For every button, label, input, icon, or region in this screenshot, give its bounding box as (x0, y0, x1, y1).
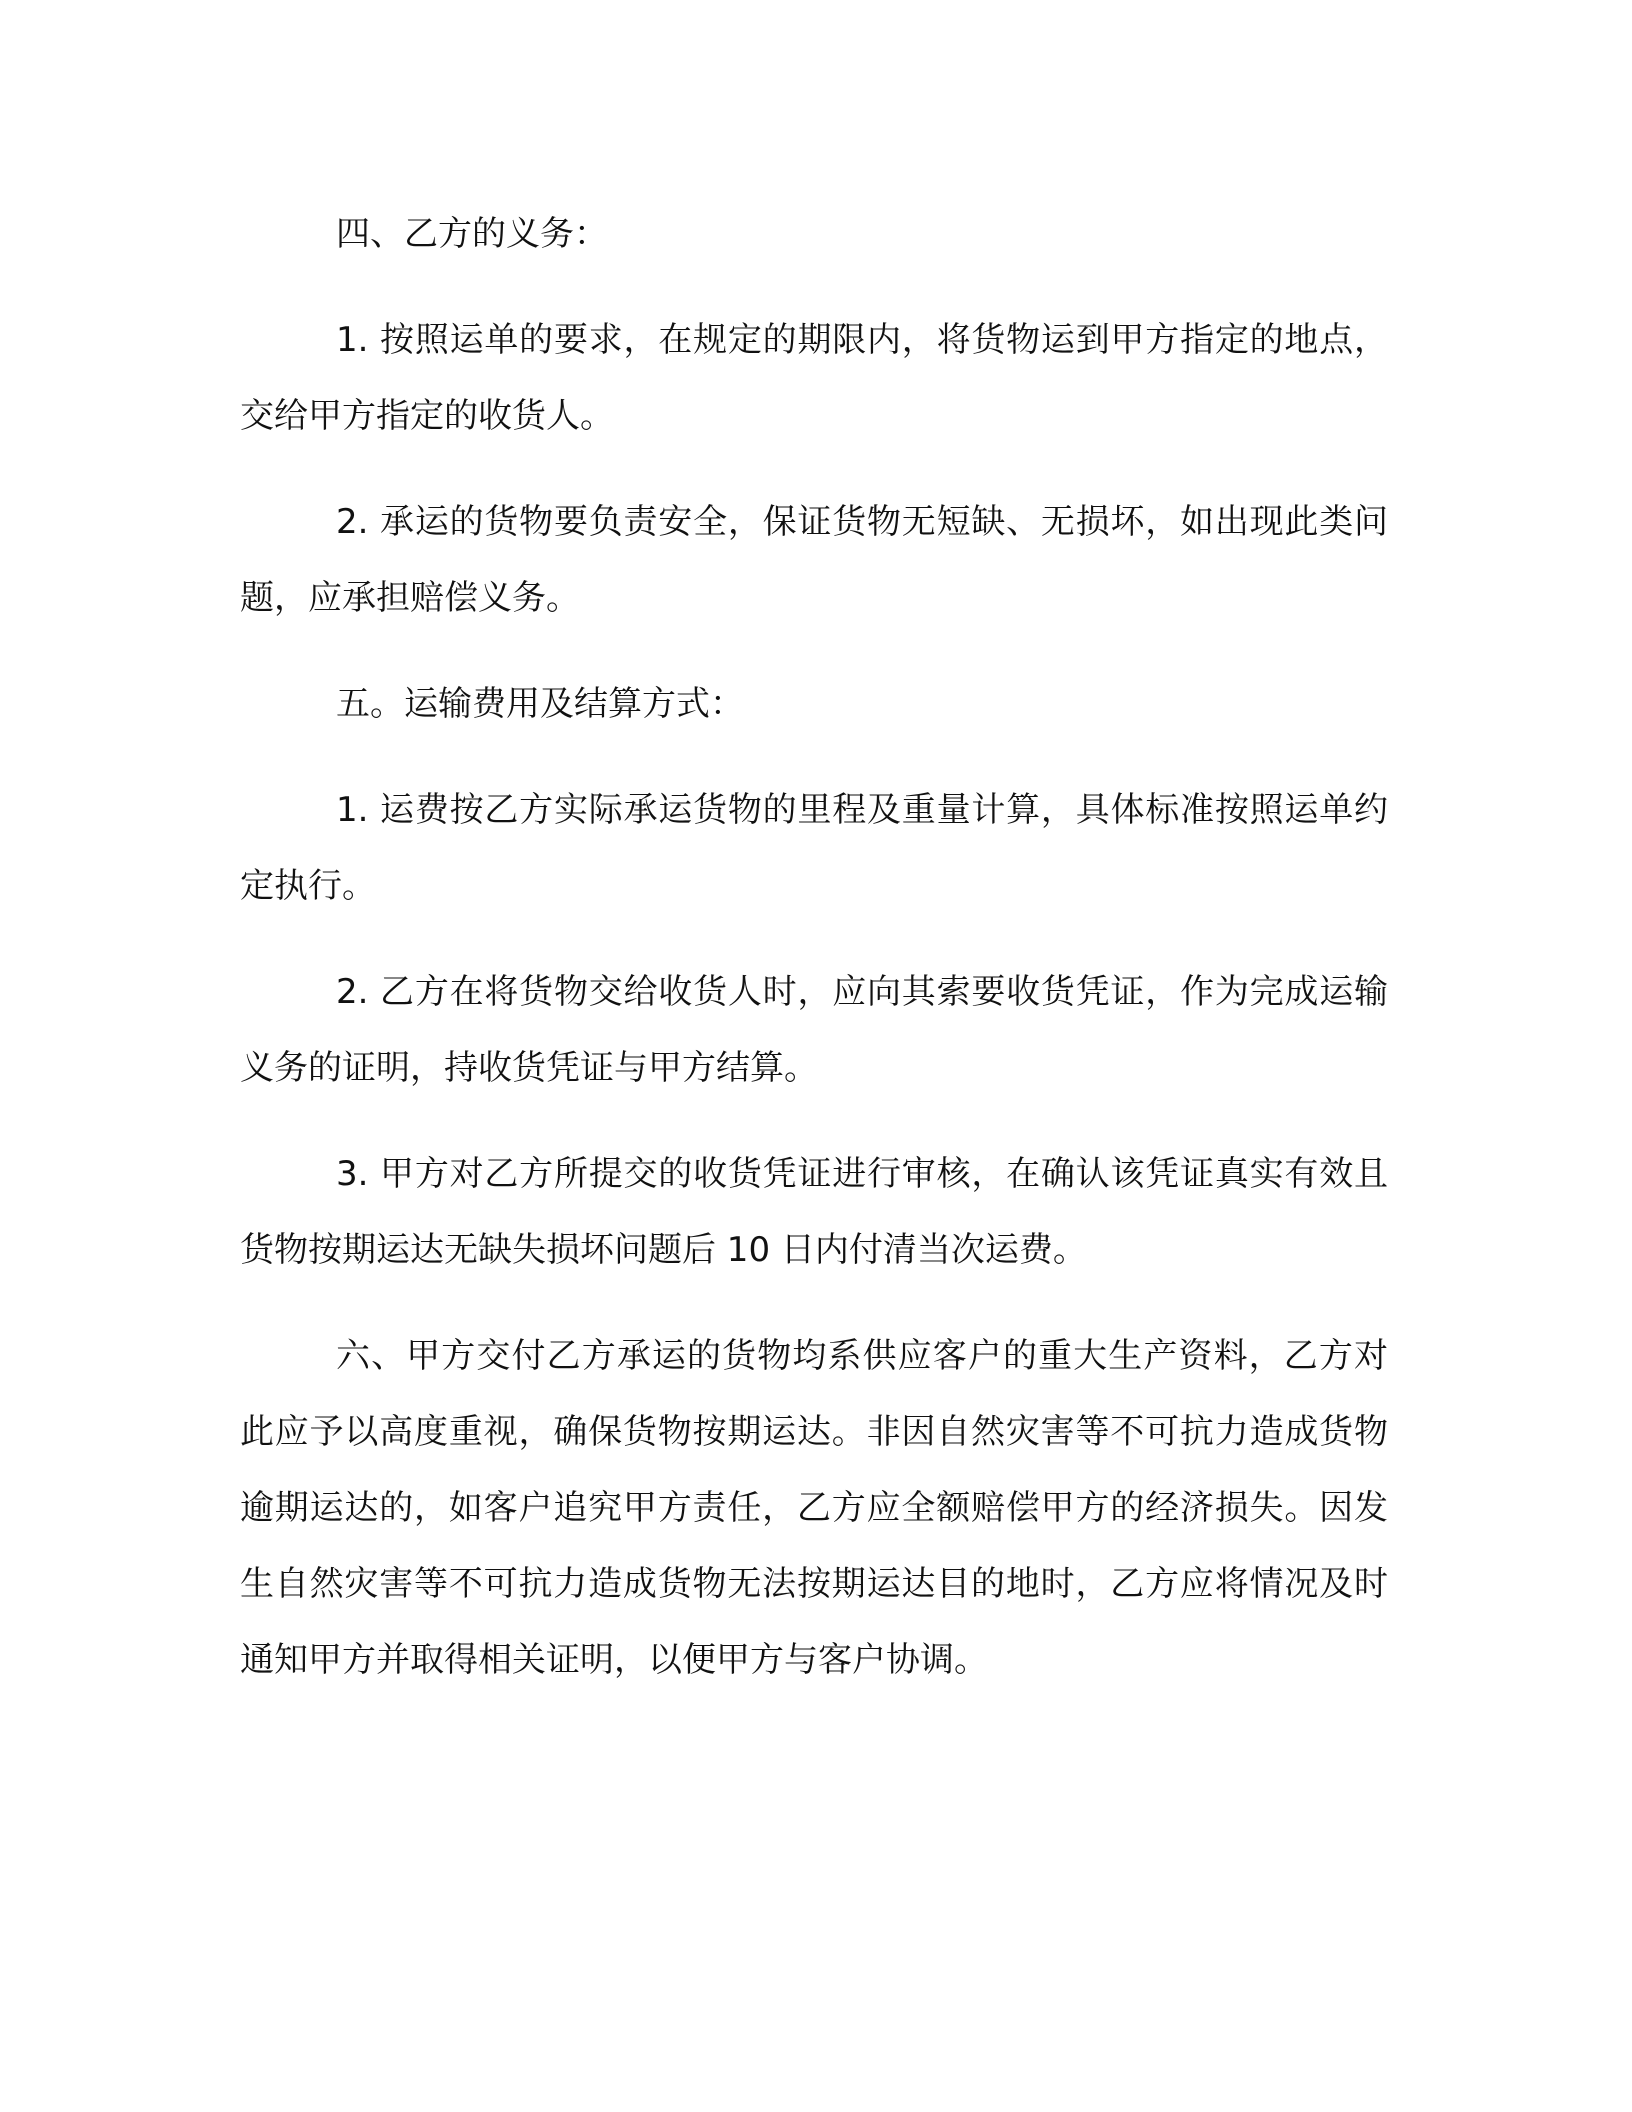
section-4-item-1: 1. 按照运单的要求，在规定的期限内，将货物运到甲方指定的地点，交给甲方指定的收货人。 (240, 320, 1388, 436)
section-5-item-2: 2. 乙方在将货物交给收货人时，应向其索要收货凭证，作为完成运输义务的证明，持收货凭证与甲方结算。 (240, 972, 1388, 1088)
section-4-heading: 四、乙方的义务： (336, 214, 608, 254)
section-5-heading: 五。运输费用及结算方式： (336, 684, 744, 724)
section-5-item-1: 1. 运费按乙方实际承运货物的里程及重量计算，具体标准按照运单约定执行。 (240, 790, 1388, 906)
section-4-item-2: 2. 承运的货物要负责安全，保证货物无短缺、无损坏，如出现此类问题，应承担赔偿义务。 (240, 502, 1388, 618)
section-5-item-3: 3. 甲方对乙方所提交的收货凭证进行审核，在确认该凭证真实有效且货物按期运达无缺失损坏问题后 10 日内付清当次运费。 (240, 1154, 1388, 1270)
section-6-paragraph: 六、甲方交付乙方承运的货物均系供应客户的重大生产资料，乙方对此应予以高度重视，确保货物按期运达。非因自然灾害等不可抗力造成货物逾期运达的，如客户追究甲方责任，乙方应全额赔偿甲方的经济损失。因发生自然灾害等不可抗力造成货物无法按期运达目的地时，乙方应将情况及时通知甲方并取得相关证明，以便甲方与客户协调。 (240, 1336, 1388, 1680)
document-body (240, 196, 1388, 1728)
